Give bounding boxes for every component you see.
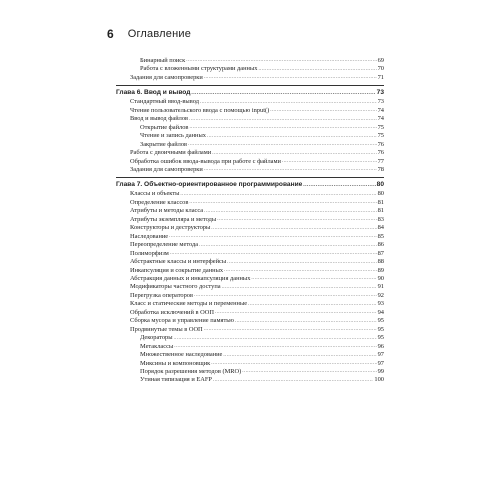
toc-dot-leader [215,309,377,317]
toc-entry-title: Конструкторы и деструкторы [130,224,211,232]
toc-page-number: 89 [377,266,384,274]
toc-page-number: 71 [377,73,384,81]
toc-page-number: 91 [377,283,384,291]
toc-dot-leader [227,259,376,267]
toc-dot-leader [174,335,377,343]
toc-subsection-entry [116,124,384,132]
toc-subsection-entry [116,376,384,384]
toc-dot-leader [204,166,377,174]
toc-dot-leader [170,250,377,258]
toc-dot-leader [303,181,375,189]
toc-page-number: 99 [377,367,384,375]
toc-entry-title: Сборка мусора и управление памятью [130,317,234,325]
toc-entry-title: Определение классов [130,198,189,206]
toc-chapter-heading [116,177,384,189]
toc-page-number: 97 [377,351,384,359]
toc-entry-title: Утиная типизация и EAFP [140,376,212,384]
toc-page-number: 95 [377,334,384,342]
toc-page-number: 75 [377,132,384,140]
toc-section-entry [116,207,384,215]
toc-dot-leader [204,74,377,82]
toc-section-entry [116,107,384,115]
toc-entry-title: Перегрузка операторов [130,291,194,299]
toc-page-number: 86 [377,241,384,249]
toc-dot-leader [235,318,377,326]
toc-entry-title: Модификаторы частного доступа [130,283,221,291]
toc-entry-title: Множественное наследование [140,351,223,359]
toc-entry-title: Продвинутые темы в ООП [130,325,203,333]
toc-page-number: 73 [377,98,384,106]
toc-page-number: 80 [376,181,384,189]
toc-entry-title: Порядок разрешения методов (MRO) [140,367,242,375]
toc-entry-title: Классы и объекты [130,190,180,198]
toc-subsection-entry [116,368,384,376]
toc-dot-leader [189,116,377,124]
toc-page-number: 76 [377,149,384,157]
toc-page-number: 84 [377,224,384,232]
toc-page-number: 90 [377,274,384,282]
toc-page-number: 85 [377,232,384,240]
toc-entry-title: Миксины и компоновщик [140,359,211,367]
toc-dot-leader [223,352,376,360]
toc-entry-title: Атрибуты и методы класса [130,207,204,215]
toc-dot-leader [188,141,377,149]
toc-page-number: 83 [377,215,384,223]
toc-subsection-entry [116,351,384,359]
toc-section-entry [116,98,384,106]
toc-dot-leader [200,99,377,107]
toc-section-entry [116,190,384,198]
toc-entry-title: Закрытие файлов [140,140,188,148]
toc-dot-leader [191,89,375,97]
toc-section-entry [116,267,384,275]
toc-entry-title: Полиморфизм [130,249,169,257]
toc-dot-leader [180,191,376,199]
toc-section-entry [116,233,384,241]
toc-section-entry [116,74,384,82]
toc-dot-leader [204,208,376,216]
toc-page-number: 94 [377,308,384,316]
toc-dot-leader [199,242,376,250]
toc-page-number: 77 [377,157,384,165]
toc-entry-title: Ввод и вывод файлов [130,115,189,123]
toc-page-number: 78 [377,165,384,173]
toc-page-number: 97 [377,359,384,367]
toc-dot-leader [207,133,377,141]
toc-section-entry [116,326,384,334]
toc-entry-title: Атрибуты экземпляра и методы [130,215,217,223]
toc-dot-leader [213,377,373,385]
toc-entry-title: Абстракция данных и инкапсуляция данных [130,274,251,282]
toc-page-number: 73 [376,89,384,97]
toc-entry-title: Работа с двоичными файлами [130,149,212,157]
running-title: Оглавление [127,28,192,40]
toc-page-number: 81 [377,198,384,206]
toc-section-entry [116,224,384,232]
toc-subsection-entry [116,65,384,73]
toc-entry-title: Глава 6. Ввод и вывод [116,89,191,97]
toc-subsection-entry [116,334,384,342]
toc-dot-leader [270,107,376,115]
toc-dot-leader [212,150,376,158]
toc-dot-leader [189,124,376,132]
toc-page-number: 74 [377,115,384,123]
toc-section-entry [116,292,384,300]
toc-entry-title: Обработка исключений в ООП [130,308,214,316]
toc-page-number: 92 [377,291,384,299]
toc-subsection-entry [116,360,384,368]
toc-entry-title: Чтение и запись данных [140,132,206,140]
toc-dot-leader [186,57,376,65]
toc-entry-title: Открытие файлов [140,123,189,131]
toc-dot-leader [204,326,377,334]
toc-section-entry [116,166,384,174]
toc-entry-title: Класс и статические методы и переменные [130,300,248,308]
toc-dot-leader [248,301,377,309]
toc-subsection-entry [116,343,384,351]
toc-section-entry [116,283,384,291]
toc-page-number: 96 [377,342,384,350]
page-header [107,26,387,42]
toc-dot-leader [282,158,377,166]
page-number: 6 [107,27,114,41]
toc-section-entry [116,241,384,249]
toc-section-entry [116,317,384,325]
table-of-contents [116,57,384,385]
toc-entry-title: Стандартный ввод-вывод [130,98,199,106]
toc-section-entry [116,300,384,308]
toc-dot-leader [242,368,376,376]
toc-subsection-entry [116,57,384,65]
toc-dot-leader [258,66,376,74]
toc-section-entry [116,216,384,224]
toc-entry-title: Работа с вложенными структурами данных [140,65,258,73]
toc-dot-leader [174,343,376,351]
toc-section-entry [116,275,384,283]
toc-entry-title: Задания для самопроверки [130,165,203,173]
toc-section-entry [116,250,384,258]
toc-section-entry [116,158,384,166]
toc-entry-title: Инкапсуляция и сокрытие данных [130,266,224,274]
toc-page-number: 80 [377,190,384,198]
toc-dot-leader [251,275,376,283]
toc-section-entry [116,199,384,207]
toc-page-number: 95 [377,325,384,333]
toc-page-number: 81 [377,207,384,215]
toc-page-number: 93 [377,300,384,308]
toc-entry-title: Задания для самопроверки [130,73,203,81]
toc-dot-leader [222,284,377,292]
toc-section-entry [116,115,384,123]
toc-entry-title: Декораторы [140,334,173,342]
toc-dot-leader [224,267,377,275]
toc-dot-leader [217,216,376,224]
toc-page-number: 87 [377,249,384,257]
toc-page-number: 70 [377,65,384,73]
toc-page-number: 88 [377,258,384,266]
toc-page-number: 100 [374,376,384,384]
toc-dot-leader [189,199,376,207]
toc-dot-leader [169,233,376,241]
toc-page-number: 95 [377,317,384,325]
toc-page-number: 74 [377,106,384,114]
toc-entry-title: Обработка ошибок ввода-вывода при работе с файлами [130,157,281,165]
toc-page-number: 75 [377,123,384,131]
toc-subsection-entry [116,141,384,149]
toc-dot-leader [211,360,376,368]
toc-chapter-heading [116,85,384,97]
toc-dot-leader [194,292,377,300]
toc-entry-title: Абстрактные классы и интерфейсы [130,258,227,266]
toc-entry-title: Глава 7. Объектно-ориентированное программирование [116,181,303,189]
toc-page-number: 76 [377,140,384,148]
toc-section-entry [116,309,384,317]
toc-page-number: 69 [377,57,384,64]
toc-section-entry [116,258,384,266]
toc-dot-leader [211,225,376,233]
toc-subsection-entry [116,132,384,140]
toc-entry-title: Метаклассы [140,342,174,350]
toc-entry-title: Переопределение метода [130,241,199,249]
toc-entry-title: Бинарный поиск [140,57,186,64]
toc-entry-title: Чтение пользовательского ввода с помощью input() [130,106,270,114]
toc-section-entry [116,149,384,157]
toc-entry-title: Наследование [130,232,169,240]
